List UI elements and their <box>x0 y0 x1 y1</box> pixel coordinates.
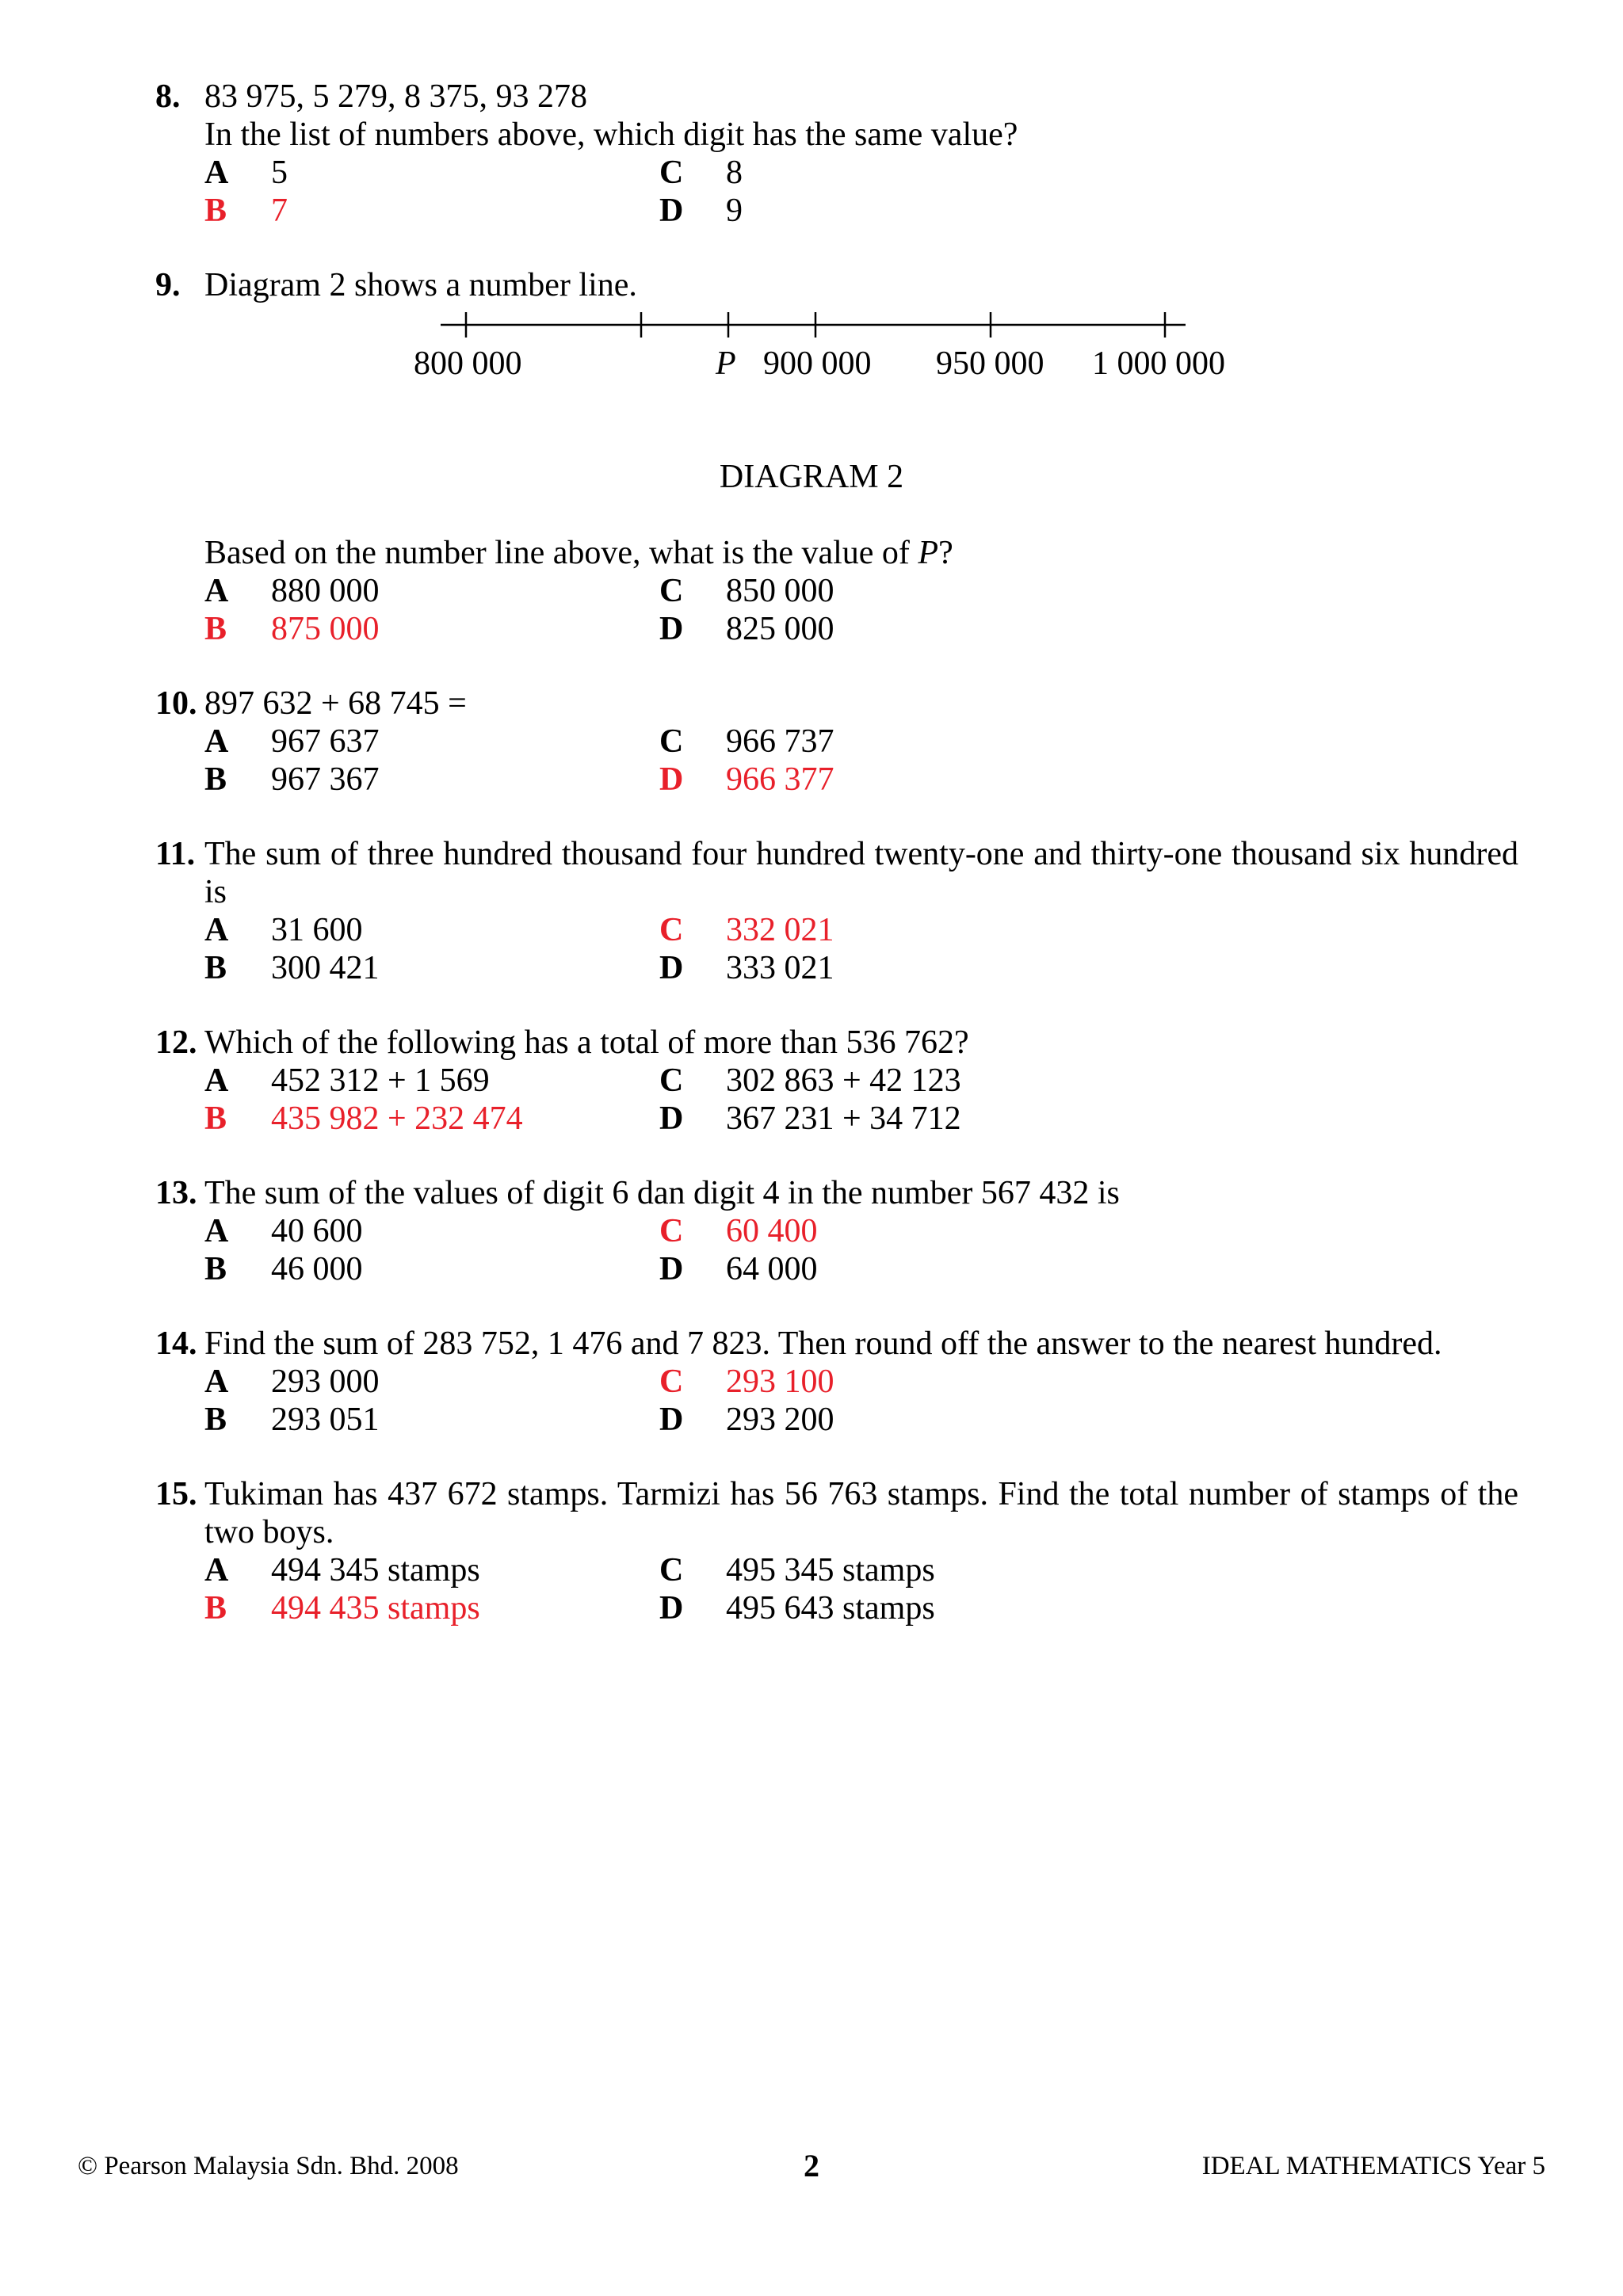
option-letter-d: D <box>659 1402 684 1438</box>
option-letter-a: A <box>204 1552 229 1589</box>
option-text-b: 293 051 <box>271 1402 380 1438</box>
question-number: 10. <box>155 685 197 722</box>
option-text-c: 293 100 <box>726 1363 834 1400</box>
option-letter-c: C <box>659 1363 684 1400</box>
question-number: 12. <box>155 1024 197 1061</box>
option-letter-a: A <box>204 912 229 948</box>
question-text: The sum of three hundred thousand four hundred twenty-one and thirty-one thousand six hundred <box>204 836 1518 872</box>
option-row <box>155 1062 1518 1100</box>
option-letter-c: C <box>659 1213 684 1249</box>
question-11 <box>155 835 1518 987</box>
option-row <box>155 1401 1518 1439</box>
tick-label-p: P <box>716 345 736 382</box>
option-row <box>155 154 1518 192</box>
option-letter-b: B <box>204 1402 227 1438</box>
option-letter-d: D <box>659 950 684 986</box>
option-text-c: 966 737 <box>726 723 834 760</box>
diagram-caption: DIAGRAM 2 <box>719 459 904 495</box>
footer-book-title: IDEAL MATHEMATICS Year 5 <box>1201 2152 1545 2180</box>
option-letter-c: C <box>659 912 684 948</box>
option-letter-c: C <box>659 1552 684 1589</box>
question-number: 15. <box>155 1476 197 1512</box>
question-number: 8. <box>155 78 181 115</box>
option-row <box>155 949 1518 987</box>
option-text-a: 293 000 <box>271 1363 380 1400</box>
option-text-b: 46 000 <box>271 1251 363 1287</box>
option-letter-d: D <box>659 761 684 798</box>
question-number: 9. <box>155 267 181 303</box>
question-text: The sum of the values of digit 6 dan digit 4 in the number 567 432 is <box>204 1175 1120 1211</box>
option-text-c: 850 000 <box>726 573 834 609</box>
option-letter-c: C <box>659 1062 684 1099</box>
option-text-a: 31 600 <box>271 912 363 948</box>
option-row <box>155 761 1518 799</box>
option-letter-a: A <box>204 154 229 191</box>
option-letter-d: D <box>659 1251 684 1287</box>
question-text-prefix: Based on the number line above, what is the value of <box>204 535 918 571</box>
option-letter-d: D <box>659 611 684 647</box>
option-text-b: 435 982 + 232 474 <box>271 1100 523 1137</box>
question-text: 83 975, 5 279, 8 375, 93 278 <box>204 78 587 115</box>
question-text: Tukiman has 437 672 stamps. Tarmizi has 56 763 stamps. Find the total number of stamps of the <box>204 1476 1518 1512</box>
question-text: Which of the following has a total of more than 536 762? <box>204 1024 969 1061</box>
option-row <box>155 1551 1518 1589</box>
option-text-d: 293 200 <box>726 1402 834 1438</box>
option-text-d: 825 000 <box>726 611 834 647</box>
tick-label-1000000: 1 000 000 <box>1092 345 1225 382</box>
option-text-d: 333 021 <box>726 950 834 986</box>
option-text-a: 5 <box>271 154 288 191</box>
option-text-b: 300 421 <box>271 950 380 986</box>
option-letter-c: C <box>659 154 684 191</box>
question-text: Find the sum of 283 752, 1 476 and 7 823. Then round off the answer to the nearest hundred. <box>204 1325 1442 1362</box>
option-letter-a: A <box>204 1062 229 1099</box>
question-text: 897 632 + 68 745 = <box>204 685 467 722</box>
question-10 <box>155 685 1518 799</box>
option-text-d: 9 <box>726 193 743 229</box>
option-text-c: 495 345 stamps <box>726 1552 935 1589</box>
number-line-diagram <box>0 0 1623 495</box>
option-letter-b: B <box>204 1100 227 1137</box>
option-row <box>155 911 1518 949</box>
option-letter-b: B <box>204 1590 227 1627</box>
question-text: is <box>204 874 227 910</box>
question-text: In the list of numbers above, which digit has the same value? <box>204 116 1018 153</box>
question-number: 14. <box>155 1325 197 1362</box>
option-letter-d: D <box>659 1100 684 1137</box>
tick-label-950000: 950 000 <box>936 345 1044 382</box>
option-text-b: 494 435 stamps <box>271 1590 480 1627</box>
option-text-a: 452 312 + 1 569 <box>271 1062 490 1099</box>
option-letter-b: B <box>204 950 227 986</box>
option-row <box>155 723 1518 761</box>
option-row <box>155 1212 1518 1250</box>
option-text-a: 494 345 stamps <box>271 1552 480 1589</box>
question-14 <box>155 1325 1518 1439</box>
option-text-d: 64 000 <box>726 1251 818 1287</box>
option-row <box>155 1100 1518 1138</box>
option-letter-b: B <box>204 611 227 647</box>
number-line-svg <box>0 0 1623 491</box>
option-letter-a: A <box>204 1363 229 1400</box>
tick-label-800000: 800 000 <box>414 345 522 382</box>
option-row <box>155 1250 1518 1288</box>
option-text-d: 966 377 <box>726 761 834 798</box>
question-number: 13. <box>155 1175 197 1211</box>
option-text-d: 495 643 stamps <box>726 1590 935 1627</box>
question-text: Diagram 2 shows a number line. <box>204 267 637 303</box>
option-row <box>155 1363 1518 1401</box>
option-text-b: 7 <box>271 193 288 229</box>
question-15 <box>155 1475 1518 1627</box>
option-row <box>155 572 1518 610</box>
option-text-a: 40 600 <box>271 1213 363 1249</box>
option-text-b: 967 367 <box>271 761 380 798</box>
option-letter-a: A <box>204 573 229 609</box>
question-8 <box>155 78 1518 230</box>
option-row <box>155 192 1518 230</box>
option-text-a: 967 637 <box>271 723 380 760</box>
option-letter-c: C <box>659 573 684 609</box>
option-text-c: 302 863 + 42 123 <box>726 1062 961 1099</box>
option-text-c: 60 400 <box>726 1213 818 1249</box>
question-text <box>204 534 953 572</box>
option-text-d: 367 231 + 34 712 <box>726 1100 961 1137</box>
option-text-c: 332 021 <box>726 912 834 948</box>
option-text-a: 880 000 <box>271 573 380 609</box>
question-13 <box>155 1174 1518 1288</box>
option-letter-b: B <box>204 193 227 229</box>
option-row <box>155 1589 1518 1627</box>
tick-label-900000: 900 000 <box>763 345 872 382</box>
footer-copyright: © Pearson Malaysia Sdn. Bhd. 2008 <box>78 2152 459 2180</box>
option-letter-b: B <box>204 1251 227 1287</box>
option-letter-a: A <box>204 1213 229 1249</box>
question-9 <box>155 266 1518 304</box>
option-letter-d: D <box>659 193 684 229</box>
option-letter-c: C <box>659 723 684 760</box>
question-number: 11. <box>155 836 196 872</box>
question-9-body <box>155 534 1518 648</box>
page-number: 2 <box>804 2148 819 2183</box>
option-row <box>155 610 1518 648</box>
question-12 <box>155 1024 1518 1138</box>
question-text-suffix: ? <box>938 535 953 571</box>
option-letter-d: D <box>659 1590 684 1627</box>
option-text-c: 8 <box>726 154 743 191</box>
option-letter-b: B <box>204 761 227 798</box>
option-letter-a: A <box>204 723 229 760</box>
option-text-b: 875 000 <box>271 611 380 647</box>
question-text: two boys. <box>204 1514 334 1550</box>
question-variable: P <box>918 535 939 571</box>
